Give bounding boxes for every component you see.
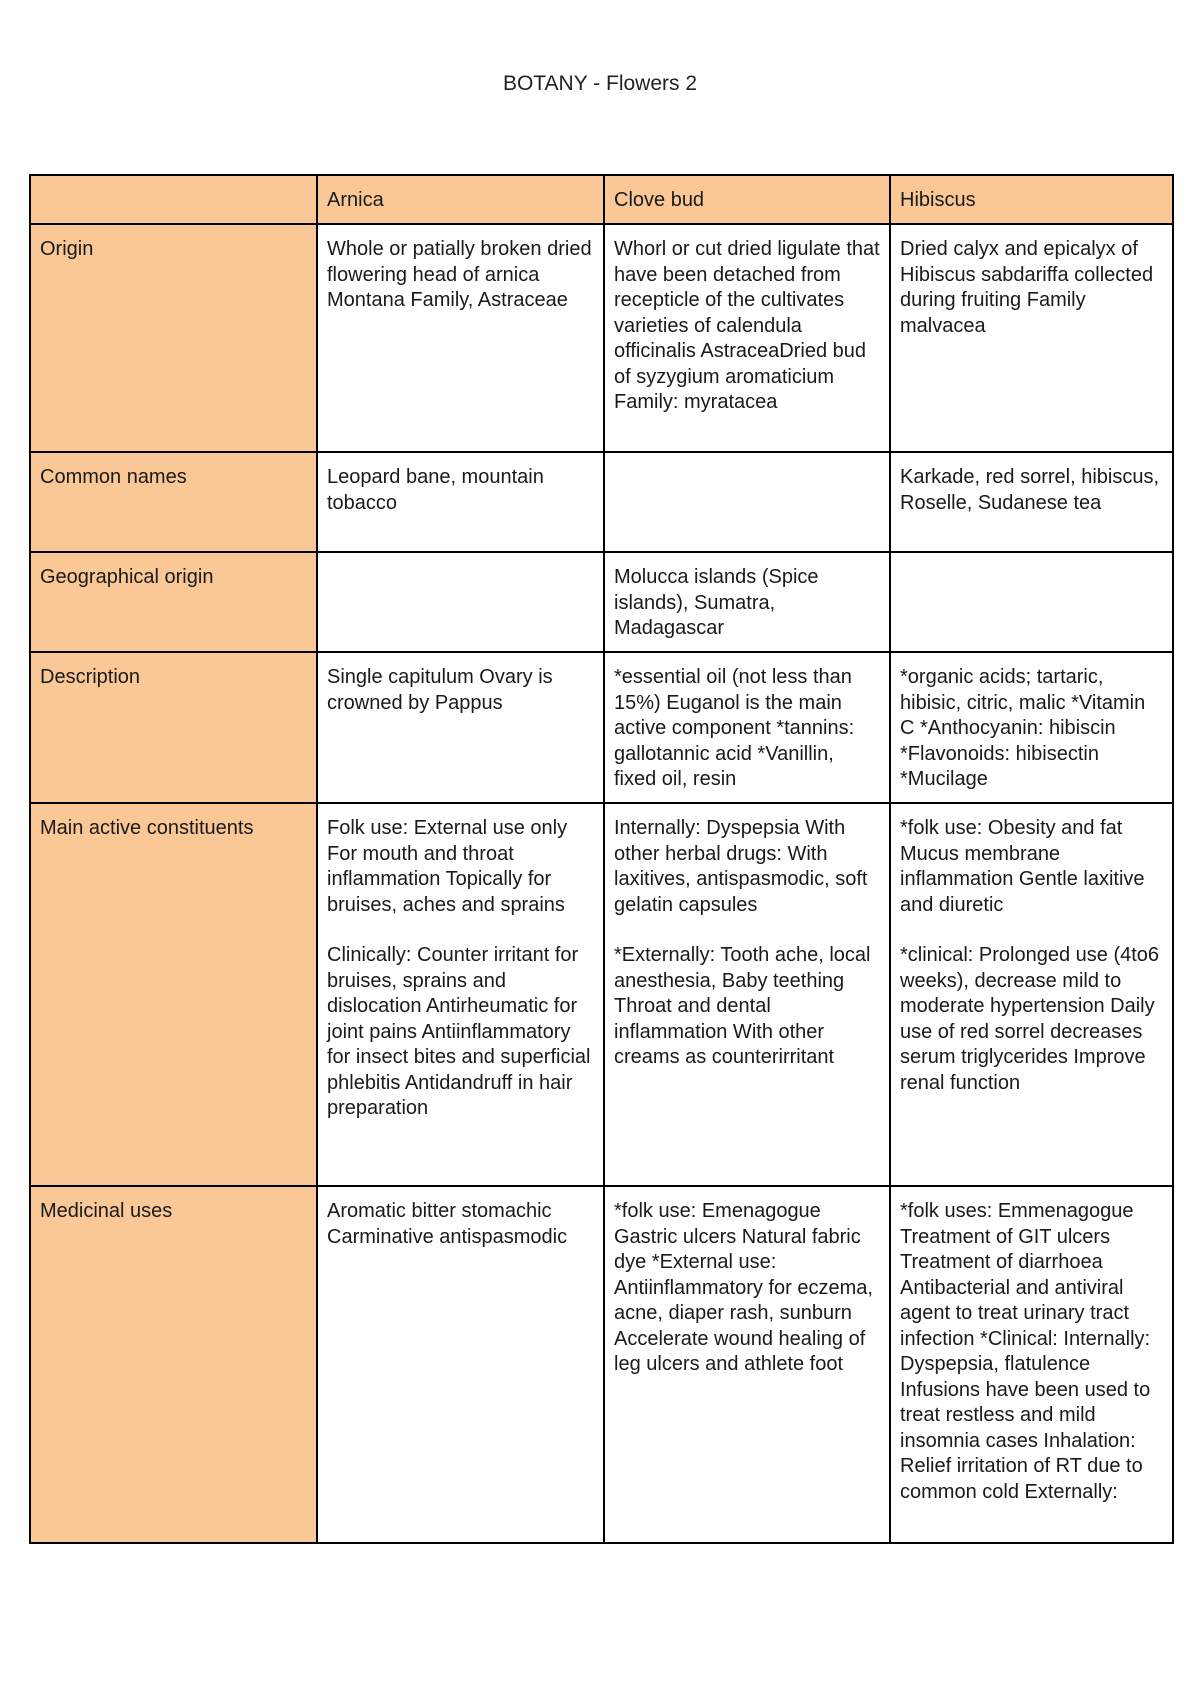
table-cell: *folk uses: Emmenagogue Treatment of GIT ulcers Treatment of diarrhoea Antibacterial and antiviral agent to treat urinary tract infection *Clinical: Internally: Dyspepsia, flatulence Infusions have been used to treat restless and mild insomnia cases Inhalation: Relief irritation of RT due to common cold Externally: — [890, 1186, 1173, 1543]
table-cell: Molucca islands (Spice islands), Sumatra, Madagascar — [604, 552, 890, 652]
column-header-arnica: Arnica — [317, 175, 604, 224]
table-cell: Leopard bane, mountain tobacco — [317, 452, 604, 552]
table-cell: Whorl or cut dried ligulate that have been detached from recepticle of the cultivates varieties of calendula officinalis AstraceaDried bud of syzygium aromaticium Family: myratacea — [604, 224, 890, 452]
table-cell — [317, 803, 604, 1186]
cell-paragraph: *Externally: Tooth ache, local anesthesia, Baby teething Throat and dental inflammation With other creams as counterirritant — [614, 944, 871, 1068]
cell-paragraph: Clinically: Counter irritant for bruises, sprains and dislocation Antirheumatic for joint pains Antiinflammatory for insect bites and superficial phlebitis Antidandruff in hair preparation — [327, 944, 591, 1119]
table-cell: *essential oil (not less than 15%) Euganol is the main active component *tannins: gallotannic acid *Vanillin, fixed oil, resin — [604, 652, 890, 803]
cell-paragraph: Folk use: External use only For mouth and throat inflammation Topically for bruises, aches and sprains — [327, 817, 568, 916]
table-row — [30, 224, 1173, 452]
header-corner-cell — [30, 175, 317, 224]
row-label-geographical-origin: Geographical origin — [30, 552, 317, 652]
table-cell — [890, 552, 1173, 652]
row-label-main-active-constituents: Main active constituents — [30, 803, 317, 1186]
table-cell: Aromatic bitter stomachic Carminative antispasmodic — [317, 1186, 604, 1543]
table-cell — [890, 803, 1173, 1186]
table-row — [30, 652, 1173, 803]
header-row — [30, 175, 1173, 224]
column-header-clove-bud: Clove bud — [604, 175, 890, 224]
row-label-medicinal-uses: Medicinal uses — [30, 1186, 317, 1543]
cell-paragraph: Internally: Dyspepsia With other herbal drugs: With laxitives, antispasmodic, soft gelatin capsules — [614, 817, 868, 916]
botany-table — [29, 174, 1174, 1544]
table-cell: *organic acids; tartaric, hibisic, citric, malic *Vitamin C *Anthocyanin: hibiscin *Flavonoids: hibisectin *Mucilage — [890, 652, 1173, 803]
table-cell — [604, 803, 890, 1186]
table-cell: Dried calyx and epicalyx of Hibiscus sabdariffa collected during fruiting Family malvacea — [890, 224, 1173, 452]
row-label-origin: Origin — [30, 224, 317, 452]
cell-paragraph: *clinical: Prolonged use (4to6 weeks), decrease mild to moderate hypertension Daily use of red sorrel decreases serum triglycerides Improve renal function — [900, 944, 1160, 1094]
cell-paragraph: *folk use: Obesity and fat Mucus membrane inflammation Gentle laxitive and diuretic — [900, 817, 1145, 916]
table-cell: *folk use: Emenagogue Gastric ulcers Natural fabric dye *External use: Antiinflammatory for eczema, acne, diaper rash, sunburn Accelerate wound healing of leg ulcers and athlete foot — [604, 1186, 890, 1543]
table-cell — [604, 452, 890, 552]
table-row — [30, 552, 1173, 652]
row-label-common-names: Common names — [30, 452, 317, 552]
row-label-description: Description — [30, 652, 317, 803]
table-cell — [317, 552, 604, 652]
page-title: BOTANY - Flowers 2 — [502, 72, 698, 95]
table-cell: Whole or patially broken dried flowering head of arnica Montana Family, Astraceae — [317, 224, 604, 452]
table-row — [30, 1186, 1173, 1543]
column-header-hibiscus: Hibiscus — [890, 175, 1173, 224]
table-row — [30, 452, 1173, 552]
table-cell: Karkade, red sorrel, hibiscus, Roselle, Sudanese tea — [890, 452, 1173, 552]
table-cell: Single capitulum Ovary is crowned by Pappus — [317, 652, 604, 803]
table-row — [30, 803, 1173, 1186]
